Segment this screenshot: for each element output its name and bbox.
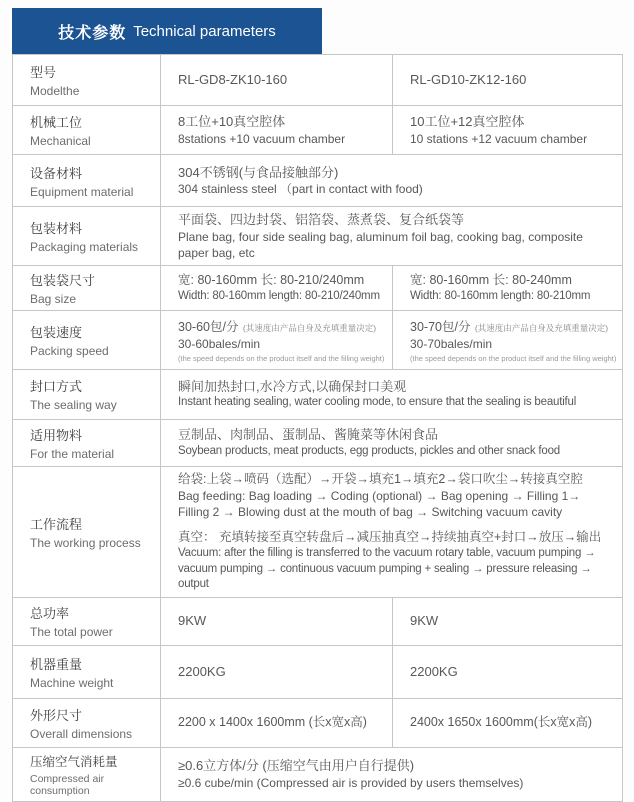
row-label-cn: 工作流程	[30, 516, 83, 532]
table-row-packing-speed	[13, 310, 623, 369]
for-material-cn: 豆制品、肉制品、蛋制品、酱腌菜等休闲食品	[178, 427, 439, 443]
table-row-total-power	[13, 597, 623, 645]
cell-equipment-material	[161, 155, 623, 207]
equipment-material-en: 304 stainless steel （part in contact with food)	[178, 182, 423, 197]
compressed-air-en: ≥0.6 cube/min (Compressed air is provided by users themselves)	[178, 775, 524, 790]
technical-parameters-table	[12, 54, 623, 802]
row-label	[13, 310, 161, 369]
table-row-sealing-way	[13, 369, 623, 419]
row-label	[13, 698, 161, 747]
row-label	[13, 369, 161, 419]
for-material-en: Soybean products, meat products, egg products, pickles and other snack food	[178, 444, 560, 457]
working-process-p2-cn: 真空： 充填转接至真空转盘后→减压抽真空→持续抽真空+封口→放压→输出	[178, 530, 602, 545]
table-row-working-process	[13, 466, 623, 597]
cell-packaging-materials	[161, 207, 623, 266]
row-label-en: Equipment material	[30, 184, 134, 199]
row-label-en: The sealing way	[30, 398, 117, 413]
packing-speed-2-main: 30-70包/分	[410, 320, 471, 335]
cell-machine-weight-2	[393, 645, 623, 698]
dimensions-2-value: 2400x 1650x 1600mm(长x宽x高)	[410, 715, 593, 730]
table-row-mechanical	[13, 106, 623, 155]
row-label	[13, 155, 161, 207]
mechanical-2-cn: 10工位+12真空腔体	[410, 114, 525, 130]
mechanical-1-cn: 8工位+10真空腔体	[178, 114, 286, 130]
total-power-1-value: 9KW	[178, 613, 207, 629]
table-row-packaging-materials	[13, 207, 623, 266]
cell-dimensions-2	[393, 698, 623, 747]
packing-speed-2-sub: 30-70bales/min	[410, 337, 493, 352]
row-label	[13, 466, 161, 597]
row-label-cn: 外形尺寸	[30, 707, 83, 723]
table-row-model	[13, 55, 623, 106]
row-label-en: Overall dimensions	[30, 726, 133, 741]
equipment-material-cn: 304不锈钢(与食品接触部分)	[178, 164, 339, 180]
cell-packing-speed-2	[393, 310, 623, 369]
packing-speed-2-note-en: (the speed depends on the product itself and the filling weight)	[410, 353, 617, 363]
table-row-for-material	[13, 419, 623, 466]
packing-speed-1-note-cn: (其速度由产品自身及充填重量决定)	[242, 323, 377, 334]
packing-speed-1-note-en: (the speed depends on the product itself and the filling weight)	[178, 353, 385, 363]
row-label-en: For the material	[30, 446, 115, 461]
table-row-overall-dimensions	[13, 698, 623, 747]
row-label	[13, 597, 161, 645]
row-label-en: Packaging materials	[30, 239, 139, 254]
page-title-en: Technical parameters	[133, 22, 276, 40]
row-label-cn: 总功率	[30, 606, 70, 622]
row-label-cn: 封口方式	[30, 379, 83, 395]
packing-speed-1-sub: 30-60bales/min	[178, 337, 261, 352]
row-label	[13, 419, 161, 466]
row-label-cn: 机械工位	[30, 115, 83, 130]
packing-speed-1-main: 30-60包/分	[178, 320, 239, 335]
row-label-en: Packing speed	[30, 343, 109, 358]
working-process-p1-en: Bag feeding: Bag loading → Coding (optional) → Bag opening → Filling 1→ Filling 2 → Blowing dust at the mouth of bag → Switching vacuum cavity	[178, 488, 581, 519]
row-label	[13, 106, 161, 155]
row-label-cn: 包装袋尺寸	[30, 272, 96, 288]
packaging-materials-cn: 平面袋、四边封袋、铝箔袋、蒸煮袋、复合纸袋等	[178, 212, 465, 227]
row-label-cn: 型号	[30, 65, 57, 80]
cell-for-material	[161, 419, 623, 466]
page-title-cn: 技术参数	[58, 24, 127, 42]
cell-model-1	[161, 55, 393, 106]
mechanical-1-en: 8stations +10 vacuum chamber	[178, 131, 346, 146]
packing-speed-2-note-cn: (其速度由产品自身及充填重量决定)	[474, 323, 609, 334]
row-label-en: Bag size	[30, 291, 77, 306]
machine-weight-1-value: 2200KG	[178, 663, 226, 679]
cell-mechanical-2	[393, 106, 623, 155]
table-row-machine-weight	[13, 645, 623, 698]
working-process-p1-cn: 给袋:上袋→喷码（选配）→开袋→填充1→填充2→袋口吹尘→转接真空腔	[178, 471, 583, 486]
cell-packing-speed-1	[161, 310, 393, 369]
cell-total-power-2	[393, 597, 623, 645]
row-label	[13, 55, 161, 106]
packaging-materials-en: Plane bag, four side sealing bag, aluminum foil bag, cooking bag, composite paper bag, etc	[178, 229, 583, 260]
bag-size-1-en: Width: 80-160mm length: 80-210/240mm	[178, 289, 380, 302]
working-process-bag-feeding	[178, 471, 614, 520]
row-label-cn: 包装材料	[30, 220, 83, 236]
sealing-way-cn: 瞬间加热封口,水冷方式,以确保封口美观	[178, 378, 407, 394]
compressed-air-cn: ≥0.6立方体/分 (压缩空气由用户自行提供)	[178, 758, 415, 774]
cell-model-2	[393, 55, 623, 106]
bag-size-2-en: Width: 80-160mm length: 80-210mm	[410, 289, 591, 302]
cell-compressed-air	[161, 747, 623, 801]
row-label-cn: 设备材料	[30, 165, 83, 181]
cell-dimensions-1	[161, 698, 393, 747]
mechanical-2-en: 10 stations +12 vacuum chamber	[410, 131, 588, 146]
row-label	[13, 645, 161, 698]
row-label	[13, 207, 161, 266]
row-label	[13, 747, 161, 801]
row-label-en: Machine weight	[30, 675, 114, 690]
row-label	[13, 265, 161, 310]
cell-sealing-way	[161, 369, 623, 419]
row-label-cn: 机器重量	[30, 656, 83, 672]
dimensions-1-value: 2200 x 1400x 1600mm (长x宽x高)	[178, 715, 367, 730]
model-1-value: RL-GD8-ZK10-160	[178, 72, 288, 88]
table-row-equipment-material	[13, 155, 623, 207]
row-label-en: The total power	[30, 625, 113, 640]
total-power-2-value: 9KW	[410, 613, 439, 629]
working-process-p2-en: Vacuum: after the filling is transferred to the vacuum rotary table, vacuum pumping → vacuum pumping → continuous vacuum pumping + sealing → pressure releasing → output	[178, 547, 596, 591]
table-row-bag-size	[13, 265, 623, 310]
machine-weight-2-value: 2200KG	[410, 663, 458, 679]
table-row-compressed-air	[13, 747, 623, 801]
row-label-cn: 包装速度	[30, 324, 83, 340]
row-label-en: Mechanical	[30, 134, 91, 148]
working-process-vacuum	[178, 529, 614, 592]
cell-bag-size-1	[161, 265, 393, 310]
row-label-en: The working process	[30, 535, 141, 550]
bag-size-2-cn: 宽: 80-160mm 长: 80-240mm	[410, 272, 572, 287]
cell-machine-weight-1	[161, 645, 393, 698]
row-label-cn: 适用物料	[30, 427, 83, 443]
cell-total-power-1	[161, 597, 393, 645]
sealing-way-en: Instant heating sealing, water cooling mode, to ensure that the sealing is beautiful	[178, 396, 577, 409]
row-label-en: Modelthe	[30, 84, 80, 98]
cell-mechanical-1	[161, 106, 393, 155]
page-title-banner	[12, 8, 322, 54]
cell-bag-size-2	[393, 265, 623, 310]
cell-working-process	[161, 466, 623, 597]
row-label-cn: 压缩空气消耗量	[30, 754, 118, 769]
bag-size-1-cn: 宽: 80-160mm 长: 80-210/240mm	[178, 272, 365, 287]
row-label-en: Compressed air consumption	[30, 772, 105, 797]
model-2-value: RL-GD10-ZK12-160	[410, 72, 527, 88]
